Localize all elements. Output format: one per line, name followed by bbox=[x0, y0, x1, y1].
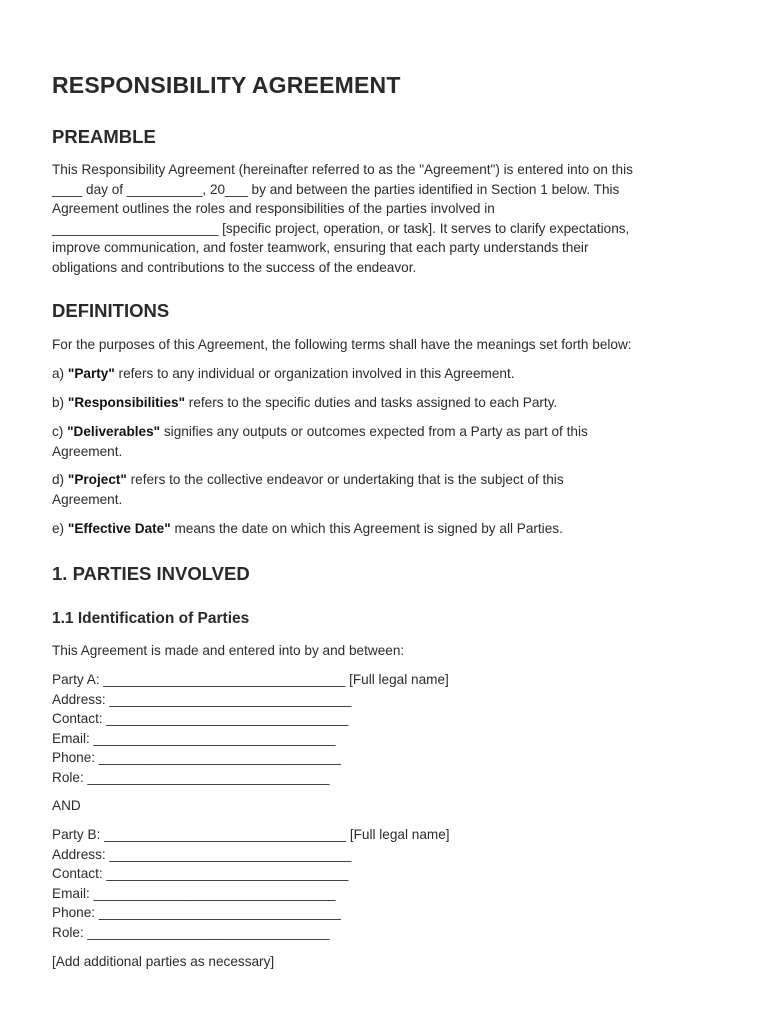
party-a-role-line: Role: ________________________________ bbox=[52, 769, 330, 785]
and-separator: AND bbox=[52, 798, 81, 813]
definition-term: "Responsibilities" bbox=[67, 395, 186, 410]
additional-parties-note: [Add additional parties as necessary] bbox=[52, 954, 275, 969]
party-a-email-line: Email: ________________________________ bbox=[52, 730, 336, 746]
definition-item-d: d) "Project" refers to the collective endeavor or undertaking that is the subject of this Agreement. bbox=[52, 472, 564, 507]
definition-item-c: c) "Deliverables" signifies any outputs or outcomes expected from a Party as part of this Agreement. bbox=[52, 424, 588, 459]
section-1-heading: 1. PARTIES INVOLVED bbox=[52, 563, 250, 584]
party-a-block bbox=[52, 670, 730, 787]
parties-intro: This Agreement is made and entered into by and between: bbox=[52, 643, 405, 658]
definition-term: "Party" bbox=[67, 366, 115, 381]
party-a-address-line: Address: ________________________________ bbox=[52, 691, 352, 707]
party-b-name-line: Party B: ________________________________ [Full legal name] bbox=[52, 827, 450, 842]
preamble-line: ______________________ [specific project, operation, or task]. It serves to clarify expectations, bbox=[52, 220, 630, 236]
definitions-heading: DEFINITIONS bbox=[52, 300, 170, 321]
preamble-heading: PREAMBLE bbox=[52, 126, 156, 147]
definition-item-e: e) "Effective Date" means the date on which this Agreement is signed by all Parties. bbox=[52, 521, 563, 536]
document-title: RESPONSIBILITY AGREEMENT bbox=[52, 72, 401, 98]
preamble-line: ____ day of __________, 20___ by and between the parties identified in Section 1 below. This bbox=[52, 181, 620, 197]
party-a-name-line: Party A: ________________________________ [Full legal name] bbox=[52, 672, 449, 687]
party-b-block bbox=[52, 825, 730, 942]
party-a-contact-line: Contact: ________________________________ bbox=[52, 711, 349, 726]
party-b-role-line: Role: ________________________________ bbox=[52, 924, 330, 940]
definition-item-b: b) "Responsibilities" refers to the specific duties and tasks assigned to each Party. bbox=[52, 395, 558, 410]
preamble-line: improve communication, and foster teamwork, ensuring that each party understands their bbox=[52, 240, 589, 255]
definition-term: "Deliverables" bbox=[67, 424, 161, 439]
preamble-line: This Responsibility Agreement (hereinafter referred to as the "Agreement") is entered into on this bbox=[52, 162, 633, 177]
preamble-paragraph bbox=[52, 160, 730, 277]
party-b-contact-line: Contact: ________________________________ bbox=[52, 866, 349, 881]
preamble-line: obligations and contributions to the success of the endeavor. bbox=[52, 259, 417, 275]
party-b-email-line: Email: ________________________________ bbox=[52, 885, 336, 901]
party-b-phone-line: Phone: ________________________________ bbox=[52, 905, 341, 920]
section-1-1-heading: 1.1 Identification of Parties bbox=[52, 610, 250, 627]
party-a-phone-line: Phone: ________________________________ bbox=[52, 750, 341, 765]
definition-term: "Effective Date" bbox=[67, 521, 171, 536]
party-b-address-line: Address: ________________________________ bbox=[52, 846, 352, 862]
preamble-line: Agreement outlines the roles and responsibilities of the parties involved in bbox=[52, 201, 495, 216]
definition-term: "Project" bbox=[67, 472, 127, 487]
definition-item-a: a) "Party" refers to any individual or organization involved in this Agreement. bbox=[52, 366, 515, 381]
definitions-intro: For the purposes of this Agreement, the following terms shall have the meanings set forth below: bbox=[52, 337, 632, 352]
